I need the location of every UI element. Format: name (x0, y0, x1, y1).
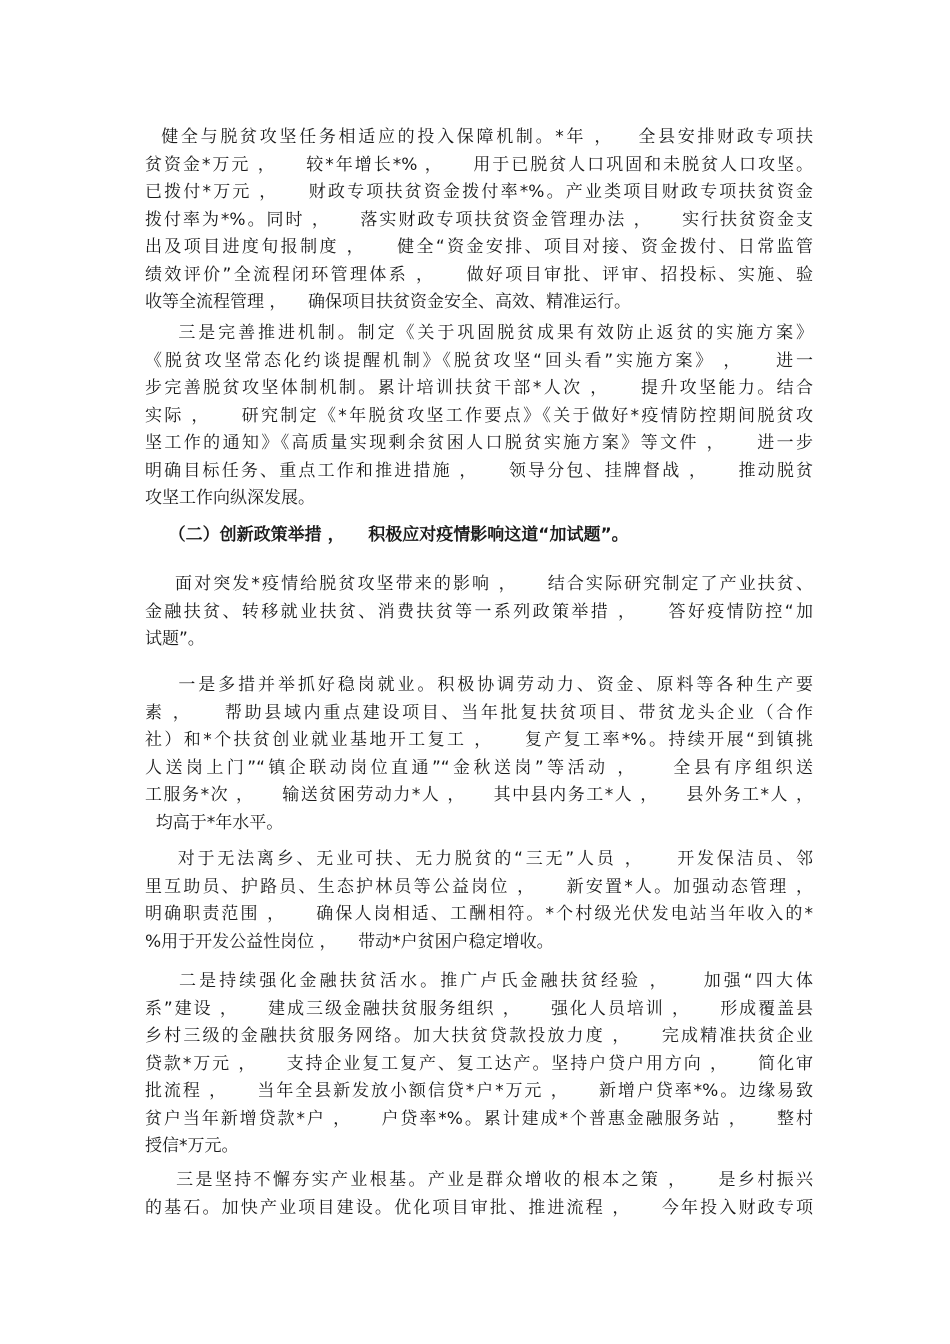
text-line: 人送岗上门”“镇企联动岗位直通”“金秋送岗”等活动 ， 全县有序组织送 (145, 757, 813, 778)
paragraph-employment (145, 672, 813, 837)
text-line: 实际 ， 研究制定《*年脱贫攻坚工作要点》《关于做好*疫情防控期间脱贫攻 (145, 405, 813, 426)
text-line: 试题”。 (145, 629, 205, 649)
text-line: 素 ， 帮助县域内重点建设项目、当年批复扶贫项目、带贫龙头企业（合作 (145, 702, 813, 723)
text-line: 贫户当年新增贷款*户 ， 户贷率*%。累计建成*个普惠金融服务站 ， 整村 (145, 1108, 813, 1129)
text-line: 攻坚工作向纵深发展。 (145, 488, 315, 508)
text-line: 三是坚持不懈夯实产业根基。产业是群众增收的根本之策 ， 是乡村振兴 (145, 1170, 813, 1190)
text-line: 系”建设 ， 建成三级金融扶贫服务组织 ， 强化人员培训 ， 形成覆盖县 (145, 998, 813, 1019)
text-line: 一是多措并举抓好稳岗就业。积极协调劳动力、资金、原料等各种生产要 (145, 675, 813, 695)
text-line: %用于开发公益性岗位 ， 带动*户贫困户稳定增收。 (145, 931, 554, 952)
text-line: 工服务*次 ， 输送贫困劳动力*人 ， 其中县内务工*人 ， 县外务工*人 ， (145, 785, 813, 805)
text-line: 授信*万元。 (145, 1136, 239, 1156)
text-line: 均高于*年水平。 (145, 812, 284, 833)
text-line: 的基石。加快产业项目建设。优化项目审批、推进流程 ， 今年投入财政专项 (145, 1197, 813, 1218)
text-line: 批流程 ， 当年全县新发放小额信贷*户*万元 ， 新增户贷率*%。边缘易致 (145, 1081, 813, 1101)
text-line: 健全与脱贫攻坚任务相适应的投入保障机制。*年 ， 全县安排财政专项扶 (145, 127, 813, 147)
text-line: 面对突发*疫情给脱贫攻坚带来的影响 ， 结合实际研究制定了产业扶贫、 (145, 574, 813, 594)
text-line: 拨付率为*%。同时 ， 落实财政专项扶贫资金管理办法 ， 实行扶贫资金支 (145, 209, 813, 230)
paragraph-public-welfare-jobs (145, 846, 813, 956)
text-line: 绩效评价”全流程闭环管理体系 ， 做好项目审批、评审、招投标、实施、验 (145, 264, 813, 285)
text-line: 明确职责范围 ， 确保人岗相适、工酬相符。*个村级光伏发电站当年收入的* (145, 904, 813, 924)
paragraph-funding-mechanism (145, 124, 813, 317)
paragraph-industry-foundation (145, 1167, 813, 1222)
text-line: 坚工作的通知》《高质量实现剩余贫困人口脱贫实施方案》等文件 ， 进一步 (145, 433, 813, 453)
heading-line: （二）创新政策举措 ， 积极应对疫情影响这道“加试题”。 (145, 525, 629, 545)
text-line: 里互助员、护路员、生态护林员等公益岗位 ， 新安置*人。加强动态管理 ， (145, 876, 813, 897)
text-line: 社）和*个扶贫创业就业基地开工复工 ， 复产复工率*%。持续开展“到镇挑 (145, 730, 813, 750)
text-line: 三是完善推进机制。制定《关于巩固脱贫成果有效防止返贫的实施方案》 (145, 323, 813, 343)
text-line: 明确目标任务、重点工作和推进措施 ， 领导分包、挂牌督战 ， 推动脱贫 (145, 460, 813, 481)
section-heading (145, 522, 813, 550)
paragraph-epidemic-response (145, 571, 813, 654)
text-line: 《脱贫攻坚常态化约谈提醒机制》《脱贫攻坚“回头看”实施方案》 ， 进一 (145, 350, 813, 371)
text-line: 收等全流程管理 ， 确保项目扶贫资金安全、高效、精准运行。 (145, 292, 632, 312)
text-line: 乡村三级的金融扶贫服务网络。加大扶贫贷款投放力度 ， 完成精准扶贫企业 (145, 1026, 813, 1046)
paragraph-financial-poverty-alleviation (145, 968, 813, 1161)
text-line: 金融扶贫、转移就业扶贫、消费扶贫等一系列政策举措 ， 答好疫情防控“加 (145, 601, 813, 622)
text-line: 贷款*万元 ， 支持企业复工复产、复工达产。坚持户贷户用方向 ， 简化审 (145, 1053, 813, 1074)
paragraph-promotion-mechanism (145, 320, 813, 513)
text-line: 已拨付*万元 ， 财政专项扶贫资金拨付率*%。产业类项目财政专项扶贫资金 (145, 182, 813, 202)
text-line: 贫资金*万元 ， 较*年增长*% ， 用于已脱贫人口巩固和未脱贫人口攻坚。 (145, 154, 813, 175)
text-line: 对于无法离乡、无业可扶、无力脱贫的“三无”人员 ， 开发保洁员、邻 (145, 849, 813, 869)
text-line: 二是持续强化金融扶贫活水。推广卢氏金融扶贫经验 ， 加强“四大体 (145, 971, 813, 991)
text-line: 出及项目进度旬报制度 ， 健全“资金安排、项目对接、资金拨付、日常监管 (145, 237, 813, 257)
text-line: 步完善脱贫攻坚体制机制。累计培训扶贫干部*人次 ， 提升攻坚能力。结合 (145, 378, 813, 398)
